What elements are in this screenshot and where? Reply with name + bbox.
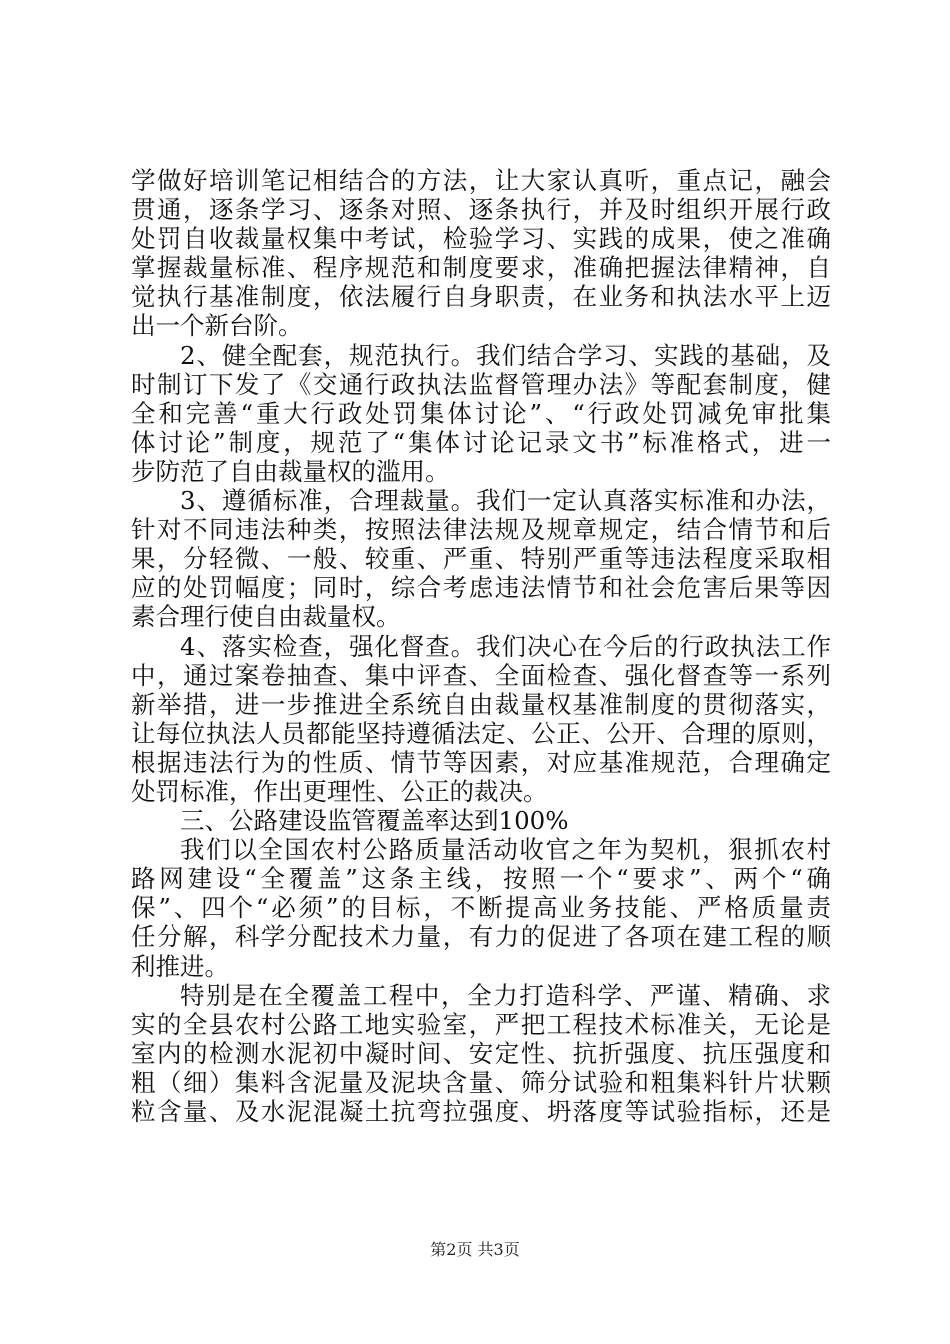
text-line: 粒含量、及水泥混凝土抗弯拉强度、坍落度等试验指标，还是 [131, 1097, 831, 1126]
text-line: 针对不同违法种类，按照法律法规及规章规定，结合情节和后 [131, 515, 831, 545]
text-line: 3、遵循标准，合理裁量。我们一定认真落实标准和办法， [180, 486, 831, 516]
text-line: 中，通过案卷抽查、集中评查、全面检查、强化督查等一系列 [131, 660, 831, 690]
text-line: 路网建设“全覆盖”这条主线，按照一个“要求”、两个“确 [131, 864, 831, 894]
text-line: 根据违法行为的性质、情节等因素，对应基准规范，合理确定 [131, 747, 831, 777]
text-line: 步防范了自由裁量权的滥用。 [131, 456, 450, 486]
text-line: 全和完善“重大行政处罚集体讨论”、“行政处罚减免审批集 [131, 398, 831, 428]
text-line: 觉执行基准制度，依法履行自身职责，在业务和执法水平上迈 [131, 282, 831, 312]
text-line: 保”、四个“必须”的目标，不断提高业务技能、严格质量责 [131, 893, 831, 923]
text-line: 三、公路建设监管覆盖率达到100% [180, 806, 569, 836]
text-line: 我们以全国农村公路质量活动收官之年为契机，狠抓农村 [180, 835, 831, 865]
text-line: 贯通，逐条学习、逐条对照、逐条执行，并及时组织开展行政 [131, 195, 831, 225]
text-line: 出一个新台阶。 [131, 311, 303, 341]
text-line: 室内的检测水泥初中凝时间、安定性、抗折强度、抗压强度和 [131, 1038, 831, 1068]
text-line: 实的全县农村公路工地实验室，严把工程技术标准关，无论是 [131, 1009, 831, 1039]
text-line: 任分解，科学分配技术力量，有力的促进了各项在建工程的顺 [131, 922, 831, 952]
text-line: 掌握裁量标准、程序规范和制度要求，准确把握法律精神，自 [131, 253, 831, 283]
page-footer: 第2页 共3页 [430, 1240, 520, 1259]
text-line: 处罚标准，作出更理性、公正的裁决。 [131, 776, 548, 806]
text-line: 粗（细）集料含泥量及泥块含量、筛分试验和粗集料针片状颗 [131, 1067, 831, 1097]
text-line: 特别是在全覆盖工程中，全力打造科学、严谨、精确、求 [180, 980, 831, 1010]
text-line: 时制订下发了《交通行政执法监督管理办法》等配套制度，健 [131, 369, 831, 399]
text-line: 素合理行使自由裁量权。 [131, 602, 401, 632]
text-line: 让每位执法人员都能坚持遵循法定、公正、公开、合理的原则， [131, 718, 831, 748]
text-line: 利推进。 [131, 951, 229, 981]
text-line: 处罚自收裁量权集中考试，检验学习、实践的成果，使之准确 [131, 224, 831, 254]
text-line: 学做好培训笔记相结合的方法，让大家认真听，重点记，融会 [131, 166, 831, 195]
text-line: 新举措，进一步推进全系统自由裁量权基准制度的贯彻落实， [131, 689, 831, 719]
text-line: 果，分轻微、一般、较重、严重、特别严重等违法程度采取相 [131, 544, 831, 574]
text-line: 2、健全配套，规范执行。我们结合学习、实践的基础，及 [180, 340, 831, 370]
text-line: 应的处罚幅度；同时，综合考虑违法情节和社会危害后果等因 [131, 573, 831, 603]
document-body [131, 166, 831, 1126]
text-line: 4、落实检查，强化督查。我们决心在今后的行政执法工作 [180, 631, 831, 661]
text-line: 体讨论”制度，规范了“集体讨论记录文书”标准格式，进一 [131, 427, 831, 457]
